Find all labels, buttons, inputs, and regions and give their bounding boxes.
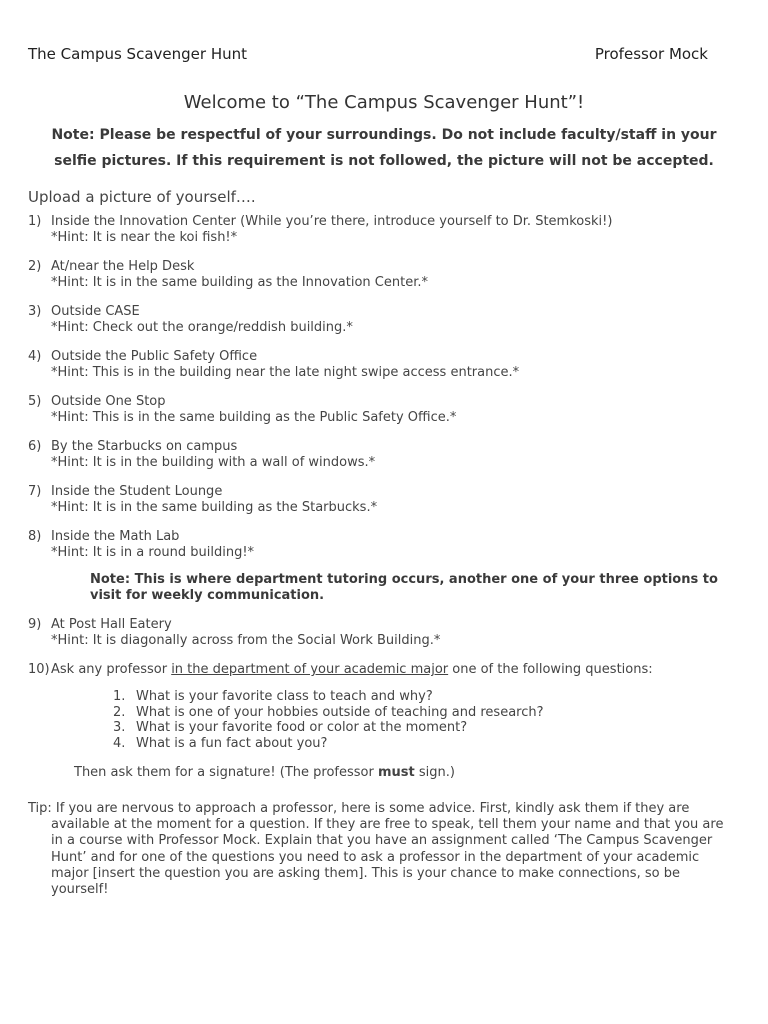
item-text: Inside the Math Lab	[51, 529, 180, 544]
item-text: At Post Hall Eatery	[51, 617, 172, 632]
upload-instruction: Upload a picture of yourself….	[28, 188, 256, 206]
list-item	[28, 304, 748, 336]
question-list	[113, 689, 748, 751]
header-professor-name: Professor Mock	[594, 45, 708, 63]
item-hint: *Hint: It is in the same building as the Innovation Center.*	[51, 275, 428, 290]
item-number: 8)	[28, 529, 42, 544]
item-text: Inside the Student Lounge	[51, 484, 223, 499]
item-text: Outside One Stop	[51, 394, 166, 409]
question-item	[113, 720, 748, 736]
item-hint: *Hint: It is in the same building as the Starbucks.*	[51, 500, 378, 515]
item-hint: *Hint: It is in a round building!*	[51, 545, 255, 560]
signature-emphasis: must	[377, 765, 415, 780]
item-hint: *Hint: This is in the building near the late night swipe access entrance.*	[51, 365, 520, 380]
scavenger-list	[28, 214, 748, 794]
question-item	[113, 736, 748, 752]
question-number: 2.	[113, 704, 126, 720]
item-number: 4)	[28, 349, 42, 364]
signature-instruction	[74, 765, 748, 781]
signature-text-after: sign.)	[414, 765, 455, 780]
question-number: 1.	[113, 689, 126, 704]
item-number: 5)	[28, 394, 42, 409]
list-item	[28, 214, 748, 246]
item-number: 10)	[28, 662, 50, 677]
signature-text-before: Then ask them for a signature! (The professor	[74, 765, 378, 780]
item-text: Inside the Innovation Center (While you’re there, introduce yourself to Dr. Stemkoski!)	[51, 214, 613, 229]
page-title: Welcome to “The Campus Scavenger Hunt”!	[183, 92, 585, 113]
question-text: What is your favorite class to teach and why?	[136, 689, 433, 704]
item-text: Outside the Public Safety Office	[51, 349, 258, 364]
item-hint: *Hint: It is near the koi fish!*	[51, 230, 238, 245]
respect-note: Note: Please be respectful of your surroundings. Do not include faculty/staff in your selfie pictures. If this requirement is not followed, the picture will not be accepted.	[51, 127, 717, 169]
advice-tip: Tip: If you are nervous to approach a professor, here is some advice. First, kindly ask them if they are available at the moment for a question. If they are free to speak, tell them your name and that you are in a course with Professor Mock. Explain that you have an assignment called ‘The Campus Scavenger Hunt’ and for one of the questions you need to ask a professor in the department of your academic major [insert the question you are asking them]. This is your chance to make connections, so be yourself!	[28, 801, 724, 898]
question-item	[113, 705, 748, 721]
item-number: 1)	[28, 214, 42, 229]
item-text: Outside CASE	[51, 304, 140, 319]
question-text: What is one of your hobbies outside of teaching and research?	[136, 704, 544, 720]
list-item	[28, 349, 748, 381]
item-text-underlined: in the department of your academic major	[171, 662, 449, 677]
item-hint: *Hint: It is diagonally across from the Social Work Building.*	[51, 633, 441, 648]
question-text: What is your favorite food or color at the moment?	[136, 720, 468, 735]
item-number: 2)	[28, 259, 42, 274]
item-hint: *Hint: This is in the same building as the Public Safety Office.*	[51, 410, 457, 425]
item-number: 9)	[28, 617, 42, 632]
question-text: What is a fun fact about you?	[136, 735, 328, 751]
item-text: At/near the Help Desk	[51, 259, 195, 274]
list-item	[28, 259, 748, 291]
list-item	[28, 394, 748, 426]
question-number: 4.	[113, 735, 126, 751]
list-item	[28, 617, 748, 649]
math-lab-note: Note: This is where department tutoring occurs, another one of your three options to visit for weekly communication.	[90, 572, 718, 603]
item-hint: *Hint: Check out the orange/reddish building.*	[51, 320, 353, 335]
list-item	[28, 439, 748, 471]
question-item	[113, 689, 748, 705]
item-number: 3)	[28, 304, 42, 319]
item-text-after: one of the following questions:	[448, 662, 653, 677]
list-item	[28, 484, 748, 516]
item-number: 6)	[28, 439, 42, 454]
list-item-professor-question	[28, 662, 748, 781]
header-course-title: The Campus Scavenger Hunt	[28, 45, 247, 63]
list-item	[28, 529, 748, 561]
item-hint: *Hint: It is in the building with a wall of windows.*	[51, 455, 376, 470]
item-number: 7)	[28, 484, 42, 499]
item-text-before: Ask any professor	[51, 662, 172, 677]
item-text: By the Starbucks on campus	[51, 439, 238, 454]
question-number: 3.	[113, 720, 126, 735]
